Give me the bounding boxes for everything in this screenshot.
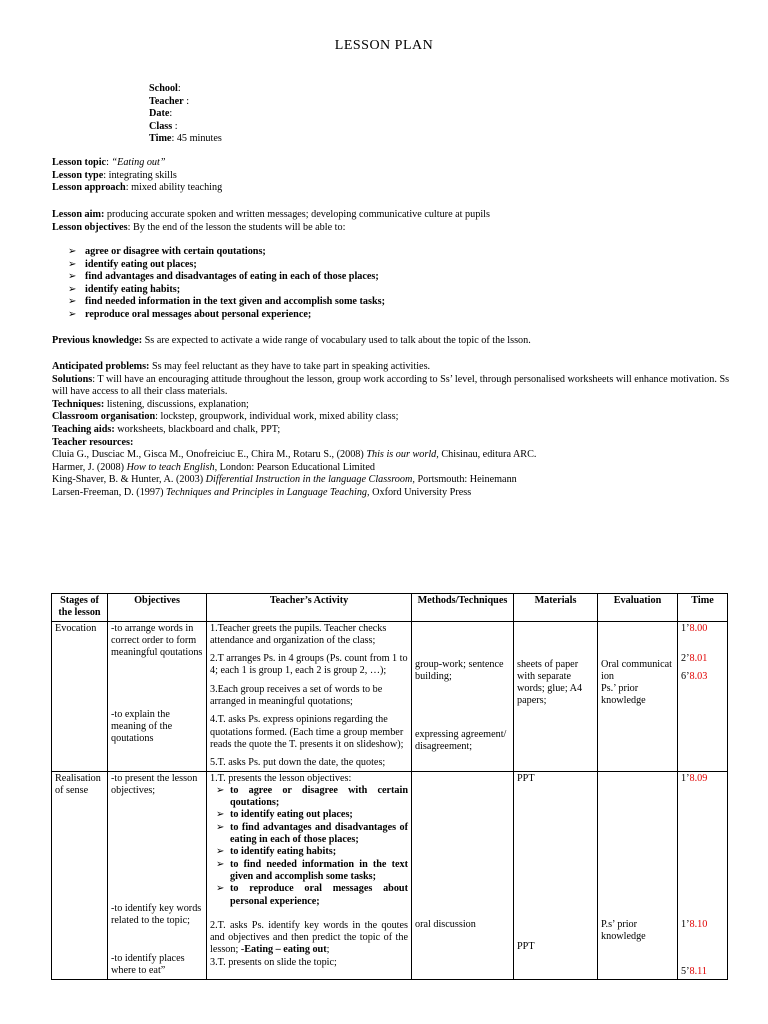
list-item <box>216 858 408 884</box>
table-row <box>52 621 728 771</box>
ref-title: Differential Instruction in the language Classroom, <box>205 474 415 486</box>
time-entry <box>681 966 724 978</box>
organisation-label: Classroom organisation <box>52 411 156 423</box>
aim-objectives <box>52 209 490 234</box>
column-header: Time <box>678 594 728 622</box>
time-entry <box>681 653 724 665</box>
item-text: to identify eating habits; <box>230 846 337 858</box>
lesson-plan-table <box>51 593 728 980</box>
column-header: Stages of the lesson <box>52 594 108 622</box>
ref-title: Techniques and Principles in Language Teaching, <box>166 486 370 498</box>
topic-value: “Eating out” <box>111 157 166 168</box>
duration: 1’ <box>681 918 690 930</box>
duration: 1’ <box>681 772 690 784</box>
table-header-row <box>52 594 728 622</box>
time-line <box>149 133 222 146</box>
objective-text: find advantages and disadvantages of eating in each of those places; <box>85 271 379 283</box>
method-text: oral discussion <box>415 918 476 930</box>
objective-text: -to identify key words related to the topic; <box>111 902 202 926</box>
problems-label: Anticipated problems: <box>52 361 150 372</box>
header-info <box>149 83 222 146</box>
ref-publisher: , London: Pearson Educational Limited <box>214 461 375 473</box>
type-label: Lesson type <box>52 169 104 181</box>
aim-label: Lesson aim: <box>52 209 105 220</box>
objective-text: -to present the lesson objectives; <box>111 772 198 796</box>
arrow-bullet-icon: ➢ <box>216 846 225 858</box>
ref-title: How to teach English <box>126 461 215 473</box>
objectives-value: : By the end of the lesson the students will be able to: <box>127 221 346 233</box>
column-header: Methods/Techniques <box>412 594 514 622</box>
item-text: to find needed information in the text given and accomplish some tasks; <box>230 858 408 882</box>
resources-label: Teacher resources: <box>52 436 134 448</box>
materials-cell <box>514 771 598 980</box>
objectives-label: Lesson objectives <box>52 221 128 233</box>
aim-line <box>52 209 490 222</box>
list-item <box>216 846 408 858</box>
aids-line <box>52 424 732 437</box>
objective-text: find needed information in the text given and accomplish some tasks; <box>85 296 385 308</box>
evaluation-text: Oral communication <box>601 658 673 682</box>
list-item <box>68 296 385 309</box>
time-label: Time <box>149 133 172 145</box>
list-item <box>68 284 385 297</box>
topic-sep: : <box>106 157 112 168</box>
ref-authors: King-Shaver, B. & Hunter, A. (2003) <box>52 474 206 486</box>
teacher-label: Teacher <box>149 95 184 107</box>
evaluation-text: Ps.’ prior knowledge <box>601 683 646 707</box>
clock-time: 8.01 <box>689 652 708 664</box>
arrow-bullet-icon: ➢ <box>68 296 77 308</box>
objectives-cell <box>108 621 207 771</box>
stage-cell: Realisation of sense <box>52 771 108 980</box>
list-item <box>68 309 385 322</box>
item-text: to agree or disagree with certain qoutations; <box>230 784 408 809</box>
objective-text: reproduce oral messages about personal experience; <box>85 308 312 320</box>
solutions-value: : T will have an encouraging attitude throughout the lesson, group work according to Ss’ level, through personalised worksheets will enhance motivation. Ss will have access to all their class materials. <box>52 373 730 398</box>
date-line <box>149 108 222 121</box>
clock-time: 8.10 <box>689 918 708 930</box>
ref-authors: Harmer, J. (2008) <box>52 461 127 473</box>
reference-1 <box>52 449 732 462</box>
resources-line <box>52 437 732 450</box>
activity-part: 2.T. asks Ps. identify key words in the qoutes and objectives and then predict the topic of the lesson; - <box>210 919 408 956</box>
arrow-bullet-icon: ➢ <box>216 858 225 870</box>
list-item <box>68 246 385 259</box>
class-value: : <box>172 120 178 132</box>
lesson-details <box>52 361 732 500</box>
reference-3 <box>52 474 732 487</box>
activity-text: 3.Each group receives a set of words to be arranged in meaningful quotations; <box>210 683 383 708</box>
aids-label: Teaching aids: <box>52 423 115 435</box>
school-line <box>149 83 222 96</box>
techniques-line <box>52 399 732 412</box>
objective-text: -to arrange words in correct order to form meaningful qoutations <box>111 622 203 659</box>
arrow-bullet-icon: ➢ <box>68 308 77 320</box>
topic-label: Lesson topic <box>52 157 107 168</box>
activity-cell <box>207 771 412 980</box>
time-entry <box>681 919 724 931</box>
item-text: to reproduce oral messages about personal experience; <box>230 883 408 907</box>
column-header: Materials <box>514 594 598 622</box>
aim-value: producing accurate spoken and written messages; developing communicative culture at pupils <box>104 209 490 220</box>
time-cell <box>678 621 728 771</box>
time-cell <box>678 771 728 980</box>
list-item <box>68 271 385 284</box>
objectives-cell <box>108 771 207 980</box>
activity-part: ; <box>326 944 330 956</box>
evaluation-cell <box>598 771 678 980</box>
clock-time: 8.09 <box>689 772 708 784</box>
reference-2 <box>52 462 732 475</box>
objective-text: identify eating habits; <box>85 283 181 295</box>
date-value: : <box>169 108 173 120</box>
solutions-label: Solutions <box>52 373 93 385</box>
arrow-bullet-icon: ➢ <box>68 283 77 295</box>
approach-value: : mixed ability teaching <box>125 182 223 194</box>
class-line <box>149 121 222 134</box>
materials-cell <box>514 621 598 771</box>
list-item <box>68 259 385 272</box>
activity-keyword: Eating – eating out <box>244 944 327 956</box>
arrow-bullet-icon: ➢ <box>216 883 225 895</box>
evaluation-text: P.s’ prior knowledge <box>601 918 646 942</box>
organisation-value: : lockstep, groupwork, individual work, mixed ability class; <box>155 411 399 423</box>
item-text: to identify eating out places; <box>230 809 353 821</box>
arrow-bullet-icon: ➢ <box>68 271 77 283</box>
activity-text: 1.Teacher greets the pupils. Teacher checks attendance and organization of the class; <box>210 622 387 646</box>
method-text: group-work; sentence building; <box>415 658 504 682</box>
duration: 5’ <box>681 966 690 978</box>
item-text: to find advantages and disadvantages of eating in each of those places; <box>230 821 408 846</box>
list-item <box>216 809 408 821</box>
activity-text: 2.T arranges Ps. in 4 groups (Ps. count from 1 to 4; each 1 is group 1, each 2 is group 2, …); <box>210 653 408 677</box>
objectives-list <box>68 246 385 322</box>
evaluation-cell <box>598 621 678 771</box>
arrow-bullet-icon: ➢ <box>216 809 225 821</box>
prev-label: Previous knowledge: <box>52 335 143 346</box>
methods-cell <box>412 621 514 771</box>
activity-text: 3.T. presents on slide the topic; <box>210 956 337 968</box>
approach-label: Lesson approach <box>52 182 126 194</box>
time-entry <box>681 623 724 635</box>
list-item <box>216 784 408 810</box>
ref-publisher: Oxford University Press <box>369 486 472 498</box>
ref-authors: Larsen-Freeman, D. (1997) <box>52 486 167 498</box>
clock-time: 8.03 <box>689 671 708 683</box>
objective-text: -to identify places where to eat” <box>111 952 185 976</box>
school-label: School <box>149 83 178 94</box>
arrow-bullet-icon: ➢ <box>68 246 77 257</box>
activity-cell <box>207 621 412 771</box>
school-value: : <box>177 83 181 94</box>
objectives-sublist <box>210 785 408 908</box>
type-value: : integrating skills <box>103 169 177 181</box>
clock-time: 8.00 <box>689 622 708 634</box>
ref-title: This is our world, <box>366 449 439 461</box>
list-item <box>216 821 408 847</box>
methods-cell <box>412 771 514 980</box>
ref-authors: Cluia G., Dusciac M., Gisca M., Onofreiciuc E., Chira M., Rotaru S., (2008) <box>52 449 367 461</box>
objective-text: -to explain the meaning of the qoutations <box>111 708 173 745</box>
clock-time: 8.11 <box>689 966 707 978</box>
arrow-bullet-icon: ➢ <box>216 821 225 833</box>
stage-cell: Evocation <box>52 621 108 771</box>
problems-value: Ss may feel reluctant as they have to take part in speaking activities. <box>149 361 431 372</box>
solutions-line <box>52 374 732 399</box>
duration: 1’ <box>681 622 690 634</box>
date-label: Date <box>149 108 170 120</box>
teacher-line <box>149 96 222 109</box>
activity-text: 5.T. asks Ps. put down the date, the quotes; <box>210 757 386 769</box>
class-label: Class <box>149 120 173 132</box>
prev-value: Ss are expected to activate a wide range of vocabulary used to talk about the topic of the lsson. <box>142 335 531 346</box>
time-value: : 45 minutes <box>171 133 222 145</box>
arrow-bullet-icon: ➢ <box>68 258 77 270</box>
objective-text: agree or disagree with certain qoutations; <box>85 246 266 257</box>
teacher-value: : <box>183 95 190 107</box>
techniques-label: Techniques: <box>52 398 105 410</box>
type-line <box>52 170 222 183</box>
lesson-info <box>52 157 222 195</box>
duration: 2’ <box>681 652 690 664</box>
page-title: LESSON PLAN <box>334 38 434 53</box>
table-row <box>52 771 728 980</box>
objectives-line <box>52 222 490 235</box>
method-text: expressing agreement/disagreement; <box>415 728 507 752</box>
material-text: PPT <box>517 772 535 784</box>
topic-line <box>52 157 222 170</box>
column-header: Objectives <box>108 594 207 622</box>
prev-line <box>52 335 531 348</box>
problems-line <box>52 361 732 374</box>
aids-value: worksheets, blackboard and chalk, PPT; <box>114 423 281 435</box>
previous-knowledge <box>52 335 531 348</box>
column-header: Evaluation <box>598 594 678 622</box>
ref-publisher: Chisinau, editura ARC. <box>438 449 537 461</box>
activity-text: 1.T. presents the lesson objectives: <box>210 772 352 784</box>
activity-text: 4.T. asks Ps. express opinions regarding the quotations formed. (Each time a group member reads the quote the T. presents it on slideshow); <box>210 714 404 750</box>
organisation-line <box>52 411 732 424</box>
reference-4 <box>52 487 732 500</box>
material-text: PPT <box>517 940 535 952</box>
list-item <box>216 883 408 908</box>
activity-text <box>210 920 408 957</box>
techniques-value: listening, discussions, explanation; <box>104 398 249 410</box>
time-entry <box>681 773 724 785</box>
arrow-bullet-icon: ➢ <box>216 784 225 796</box>
material-text: sheets of paper with separate words; glue; A4 papers; <box>517 658 583 707</box>
time-entry <box>681 671 724 683</box>
ref-publisher: Portsmouth: Heinemann <box>414 474 517 486</box>
duration: 6’ <box>681 671 690 683</box>
column-header: Teacher’s Activity <box>207 594 412 622</box>
objective-text: identify eating out places; <box>85 258 197 270</box>
approach-line <box>52 182 222 195</box>
